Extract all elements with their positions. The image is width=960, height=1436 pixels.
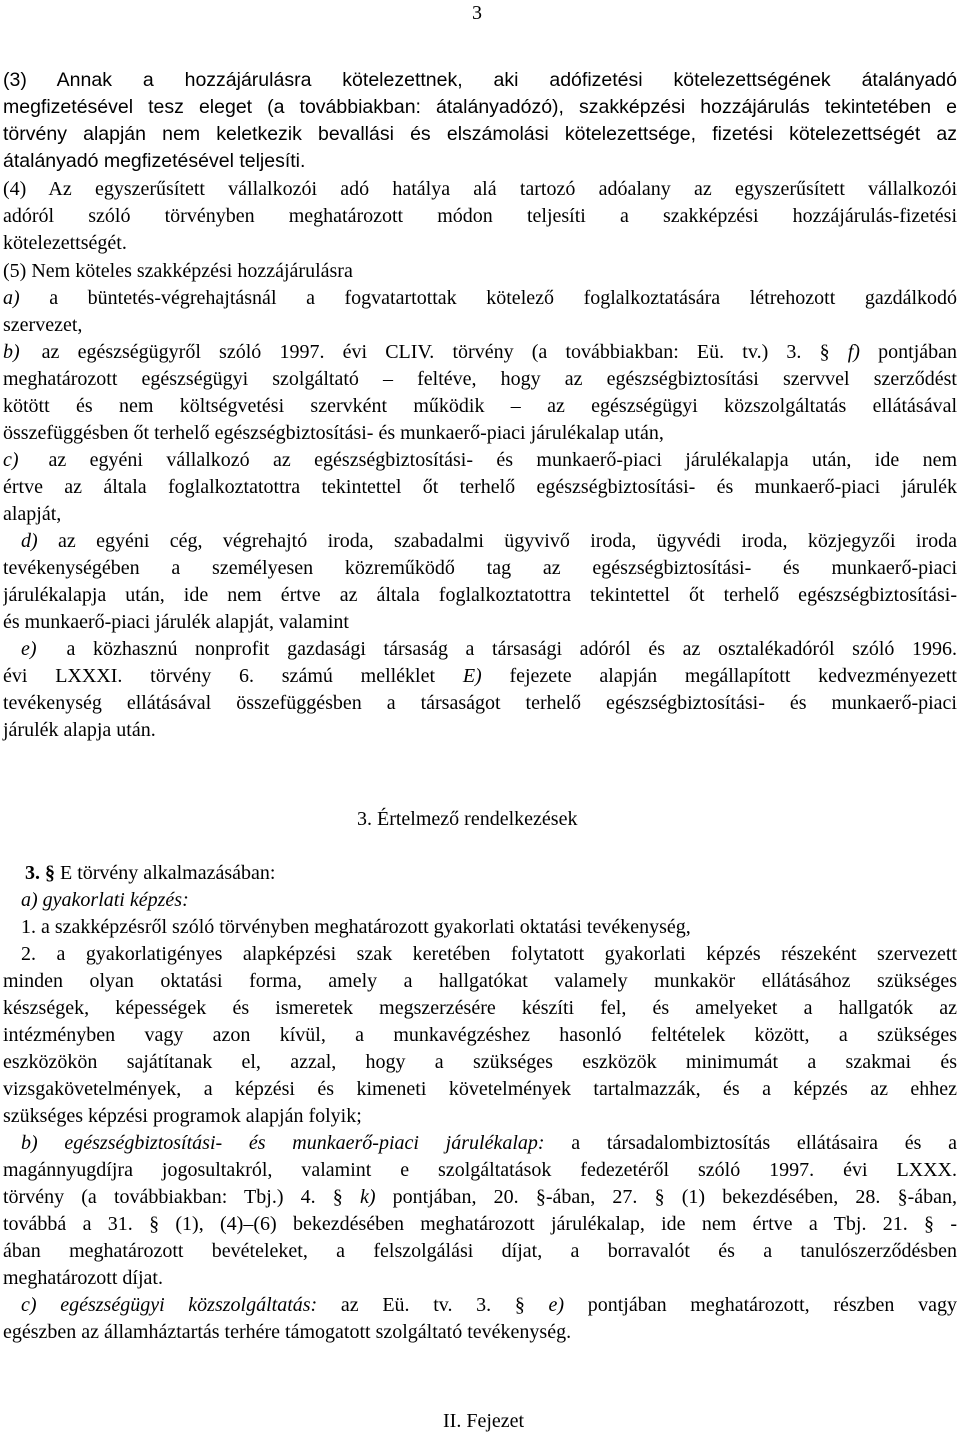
chapter-heading: II. Fejezet <box>443 1410 525 1432</box>
line-text: évi LXXXI. törvény 6. számú melléklet <box>3 665 463 687</box>
line-text: (1), (4)–(6) bekezdésében meghatározott járulékalap, ide nem értve a Tbj. 21. <box>159 1213 925 1235</box>
item-text: az egyéni cég, végrehajtó iroda, szabadalmi ügyvivő iroda, ügyvédi iroda, közjegyzői iroda <box>37 530 957 552</box>
paragraph-line: minden olyan oktatási forma, amely a hallgatókat valamely munkakör ellátásához szükséges <box>3 970 957 992</box>
line-text: törvény (a továbbiakban: Tbj.) 4. <box>3 1186 333 1208</box>
paragraph-line <box>3 663 957 690</box>
definition-item-2: 2. a gyakorlatigényes alapképzési szak keretében folytatott gyakorlati képzés részeként szervezett <box>21 943 957 965</box>
paragraph-line: eszközökön sajátítanak el, azzal, hogy a szükséges eszközök minimumát a szakmai és <box>3 1051 957 1073</box>
paragraph-line <box>3 1211 957 1238</box>
line-text: továbbá a 31. <box>3 1213 150 1235</box>
line-text: -ában, 27. <box>545 1186 655 1208</box>
section-3 <box>3 860 957 1346</box>
item-marker: b) <box>3 341 20 363</box>
definition-term: c) egészségügyi közszolgáltatás: <box>21 1294 318 1316</box>
line-text: (1) bekezdésében, 28. <box>664 1186 898 1208</box>
section-sign: § <box>819 341 830 363</box>
section-number: 3. <box>25 862 40 884</box>
paragraph-line <box>3 1184 957 1211</box>
section-sign: § <box>45 862 55 884</box>
list-item-b <box>3 339 957 366</box>
item-text: pontjában <box>859 341 957 363</box>
paragraph-line: szervezet, <box>3 314 83 336</box>
definition-text: a társadalombiztosítás ellátásaira és a <box>544 1132 957 1154</box>
line-text: az Eü. tv. 3. <box>317 1294 515 1316</box>
section-sign: § <box>514 1294 525 1316</box>
section-sign: § <box>924 1213 935 1235</box>
paragraph-line: tevékenységében a személyesen közreműködő tag az egészségbiztosítási- és munkaerő-piaci <box>3 557 957 579</box>
section-intro: E törvény alkalmazásában: <box>55 862 276 884</box>
definition-b <box>3 1130 957 1157</box>
definition-c <box>3 1292 957 1319</box>
item-marker: e) <box>21 638 37 660</box>
definition-term: b) egészségbiztosítási- és munkaerő-piaci járulékalap: <box>21 1132 545 1154</box>
section-sign: § <box>654 1186 665 1208</box>
paragraph-line: meghatározott egészségügyi szolgáltató – feltéve, hogy az egészségbiztosítási szervvel szerződést <box>3 368 957 390</box>
section-heading <box>3 860 957 887</box>
section-sign: § <box>535 1186 546 1208</box>
paragraph-line: járulékalapja után, ide nem értve az általa foglalkoztatottra tekintettel őt terhelő egészségbiztosítási- <box>3 584 957 606</box>
item-text: a közhasznú nonprofit gazdasági társaság a társasági adóról és az osztalékadóról szóló 1996. <box>66 638 957 660</box>
paragraph-line: szükséges képzési programok alapján folyik; <box>3 1105 362 1127</box>
paragraph-line: adóról szóló törvényben meghatározott módon teljesíti a szakképzési hozzájárulás-fizetési <box>3 205 957 227</box>
item-ref: k) <box>359 1186 376 1208</box>
section-sign: § <box>332 1186 343 1208</box>
paragraph-line: meghatározott díjat. <box>3 1267 163 1289</box>
line-text: pontjában, 20. <box>375 1186 536 1208</box>
list-item-c <box>3 447 957 474</box>
item-marker: d) <box>21 530 38 552</box>
definition-term: a) gyakorlati képzés: <box>21 889 189 911</box>
list-item-e <box>3 636 957 663</box>
paragraph-line: (3) Annak a hozzájárulásra kötelezettnek, aki adófizetési kötelezettségének átalányadó <box>3 69 957 91</box>
paragraph-line: tevékenység ellátásával összefüggésben a társaságot terhelő egészségbiztosítási- és munkaerő-piaci <box>3 692 957 714</box>
paragraph-line: és munkaerő-piaci járulék alapját, valamint <box>3 611 349 633</box>
item-marker: c) <box>3 449 19 471</box>
paragraph-line: átalányadó megfizetésével teljesíti. <box>3 150 306 172</box>
paragraph-4 <box>3 176 957 257</box>
paragraph-line: alapját, <box>3 503 62 525</box>
paragraph-line: kötelezettségét. <box>3 232 127 254</box>
paragraph-line: járulék alapja után. <box>3 719 156 741</box>
item-text: az egyéni vállalkozó az egészségbiztosítási- és munkaerő-piaci járulékalapja után, ide nem <box>48 449 957 471</box>
list-item-a <box>3 285 957 312</box>
page-number: 3 <box>472 2 482 24</box>
paragraph-line: (4) Az egyszerűsített vállalkozói adó hatálya alá tartozó adóalany az egyszerűsített vállalkozói <box>3 178 957 200</box>
section-title: 3. Értelmező rendelkezések <box>357 808 578 830</box>
paragraph-line: értve az általa foglalkoztatottra tekintettel őt terhelő egészségbiztosítási- és munkaerő-piaci járulék <box>3 476 957 498</box>
item-ref: E) <box>462 665 482 687</box>
paragraph-line: készségek, képességek és ismeretek megszerzésére készíti fel, és amelyeket a hallgatók az <box>3 997 957 1019</box>
paragraph-line: vizsgakövetelmények, a képzési és kimeneti követelmények tartalmazzák, és a képzés az ehhez <box>3 1078 957 1100</box>
paragraph-intro: (5) Nem köteles szakképzési hozzájárulásra <box>3 260 353 282</box>
item-text: a büntetés-végrehajtásnál a fogvatartottak kötelező foglalkoztatására létrehozott gazdálkodó <box>19 287 957 309</box>
paragraph-5 <box>3 258 957 744</box>
paragraph-line: összefüggésben őt terhelő egészségbiztosítási- és munkaerő-piaci járulékalap után, <box>3 422 664 444</box>
paragraph-line: kötött és nem költségvetési szervként működik – az egészségügyi közszolgáltatás ellátásával <box>3 395 957 417</box>
paragraph-line: intézményben vagy azon kívül, a munkavégzéshez hasonló feltételek között, a szükséges <box>3 1024 957 1046</box>
line-text: pontjában meghatározott, részben vagy <box>564 1294 957 1316</box>
definition-a <box>3 887 957 914</box>
paragraph-line: magánnyugdíjra jogosultakról, valamint e szolgáltatások fedezetéről szóló 1997. évi LXXX. <box>3 1159 957 1181</box>
paragraph-line: egészben az államháztartás terhére támogatott szolgáltató tevékenység. <box>3 1321 572 1343</box>
list-item-d <box>3 528 957 555</box>
paragraph-line: törvény alapján nem keletkezik bevallási és elszámolási kötelezettsége, fizetési kötelezettségét az <box>3 123 957 145</box>
section-sign: § <box>149 1213 160 1235</box>
paragraph-line: megfizetésével tesz eleget (a továbbiakban: átalányadózó), szakképzési hozzájárulás tekintetében e <box>3 96 957 118</box>
line-text: -ában, <box>907 1186 957 1208</box>
line-text: fejezete alapján megállapított kedvezményezett <box>481 665 957 687</box>
item-ref: e) <box>524 1294 565 1316</box>
line-text: - <box>950 1213 957 1235</box>
definition-item-1: 1. a szakképzésről szóló törvényben meghatározott gyakorlati oktatási tevékenység, <box>21 916 691 938</box>
paragraph-3 <box>3 67 957 175</box>
section-sign: § <box>897 1186 908 1208</box>
paragraph-line: ában meghatározott bevételeket, a felszolgálási díjat, a borravalót és a tanulószerződésben <box>3 1240 957 1262</box>
item-marker: a) <box>3 287 20 309</box>
item-ref: f) <box>829 341 860 363</box>
item-text: az egészségügyről szóló 1997. évi CLIV. törvény (a továbbiakban: Eü. tv.) 3. <box>41 341 820 363</box>
